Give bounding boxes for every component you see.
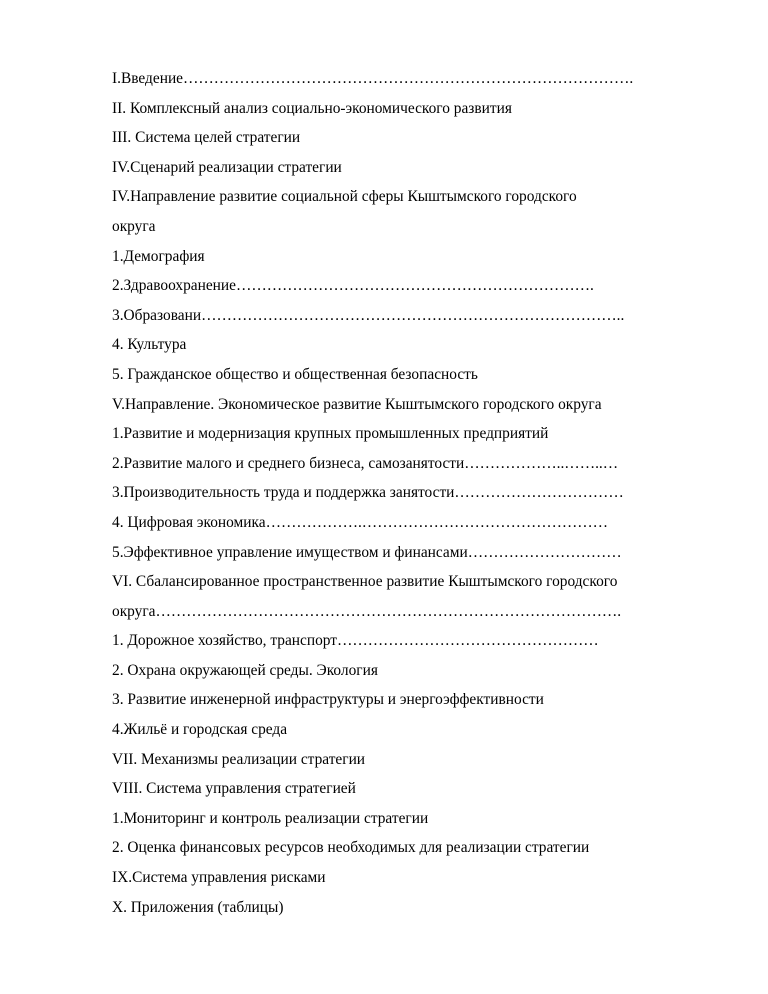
toc-line: 4. Цифровая экономика……………….………………………………………… [112, 513, 609, 531]
toc-line: IV.Направление развитие социальной сферы Кыштымского городского [112, 188, 577, 206]
toc-line: V.Направление. Экономическое развитие Кыштымского городского округа [112, 395, 602, 413]
toc-line: 5. Гражданское общество и общественная безопасность [112, 365, 478, 383]
toc-line: 3. Развитие инженерной инфраструктуры и энергоэффективности [112, 691, 544, 709]
toc-line: 5.Эффективное управление имуществом и финансами………………………… [112, 543, 622, 561]
toc-line: 2. Оценка финансовых ресурсов необходимых для реализации стратегии [112, 839, 590, 857]
toc-line: VII. Механизмы реализации стратегии [112, 750, 366, 768]
toc-line: 2. Охрана окружающей среды. Экология [112, 661, 378, 679]
toc-line: III. Система целей стратегии [112, 129, 301, 147]
toc-line: 4. Культура [112, 336, 187, 354]
toc-line: VIII. Система управления стратегией [112, 780, 356, 798]
toc-line: 1.Развитие и модернизация крупных промышленных предприятий [112, 425, 549, 443]
toc-line: 4.Жильё и городская среда [112, 721, 288, 739]
toc-line: округа………………………………………………………………………………. [112, 602, 622, 620]
toc-line: 1.Мониторинг и контроль реализации стратегии [112, 809, 429, 827]
toc-line: 1.Демография [112, 247, 205, 265]
toc-line: X. Приложения (таблицы) [112, 898, 284, 916]
toc-line: 2.Здравоохранение……………………………………………………………. [112, 277, 594, 295]
toc-line: 1. Дорожное хозяйство, транспорт…………………………………………… [112, 632, 599, 650]
toc-line: 3.Образовани……………………………………………………………………….. [112, 306, 625, 324]
toc-line: IV.Сценарий реализации стратегии [112, 158, 342, 176]
toc-line: 2.Развитие малого и среднего бизнеса, самозанятости………………..……..… [112, 454, 619, 472]
toc-line: II. Комплексный анализ социально-экономического развития [112, 99, 512, 117]
toc-line: 3.Производительность труда и поддержка занятости…………………………… [112, 484, 624, 502]
toc-line: VI. Сбалансированное пространственное развитие Кыштымского городского [112, 573, 618, 591]
toc-line: округа [112, 217, 156, 235]
toc-line: I.Введение……………………………………………………………………………. [112, 70, 634, 87]
toc-line: IX.Система управления рисками [112, 869, 326, 887]
table-of-contents [112, 64, 716, 922]
